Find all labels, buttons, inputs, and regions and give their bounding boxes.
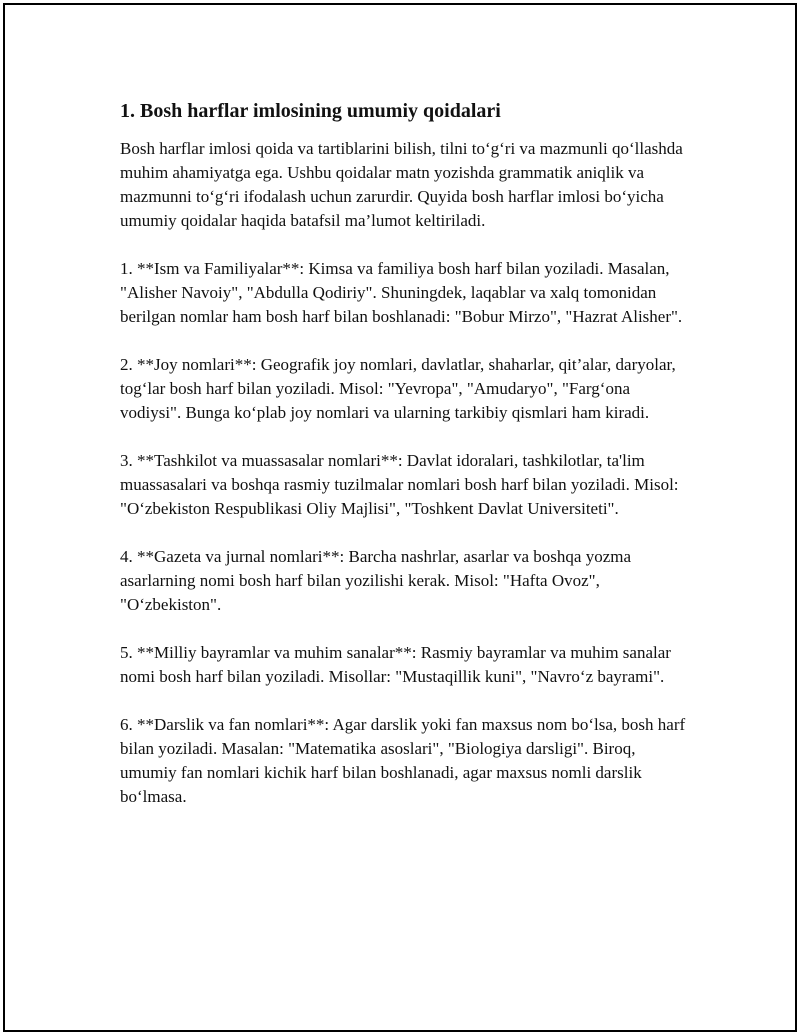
rule-paragraph-textbooks: 6. **Darslik va fan nomlari**: Agar darslik yoki fan maxsus nom bo‘lsa, bosh harf bilan yoziladi. Masalan: "Matematika asoslari", "Biologiya darsligi". Biroq, umumiy fan nomlari kichik harf bilan boshlanadi, agar maxsus nomli darslik bo‘lmasa. xyxy=(120,715,686,806)
rule-paragraph-names: 1. **Ism va Familiyalar**: Kimsa va familiya bosh harf bilan yoziladi. Masalan, "Alisher Navoiy", "Abdulla Qodiriy". Shuningdek, laqablar va xalq tomonidan berilgan nomlar ham bosh harf bilan boshlanadi: "Bobur Mirzo", "Hazrat Alisher". xyxy=(120,259,683,326)
intro-paragraph: Bosh harflar imlosi qoida va tartiblarini bilish, tilni to‘g‘ri va mazmunli qo‘llashda muhim ahamiyatga ega. Ushbu qoidalar matn yozishda grammatik aniqlik va mazmunni to‘g‘ri ifodalash uchun zarurdir. Quyida bosh harflar imlosi bo‘yicha umumiy qoidalar haqida batafsil ma’lumot keltiriladi. xyxy=(120,139,683,230)
rule-paragraph-publications: 4. **Gazeta va jurnal nomlari**: Barcha nashrlar, asarlar va boshqa yozma asarlarning nomi bosh harf bilan yozilishi kerak. Misol: "Hafta Ovoz", "O‘zbekiston". xyxy=(120,547,632,614)
rule-paragraph-organizations: 3. **Tashkilot va muassasalar nomlari**: Davlat idoralari, tashkilotlar, ta'lim muassasalari va boshqa rasmiy tuzilmalar nomlari bosh harf bilan yoziladi. Misol: "O‘zbekiston Respublikasi Oliy Majlisi", "Toshkent Davlat Universiteti". xyxy=(120,451,679,518)
rule-paragraph-places: 2. **Joy nomlari**: Geografik joy nomlari, davlatlar, shaharlar, qit’alar, daryolar, tog‘lar bosh harf bilan yoziladi. Misol: "Yevropa", "Amudaryo", "Farg‘ona vodiysi". Bunga ko‘plab joy nomlari va ularning tarkibiy qismlari ham kiradi. xyxy=(120,355,676,422)
section-heading: 1. Bosh harflar imlosining umumiy qoidalari xyxy=(120,100,501,122)
rule-paragraph-holidays: 5. **Milliy bayramlar va muhim sanalar**: Rasmiy bayramlar va muhim sanalar nomi bosh harf bilan yoziladi. Misollar: "Mustaqillik kuni", "Navro‘z bayrami". xyxy=(120,643,671,686)
document-page xyxy=(3,3,797,1032)
document-content xyxy=(120,97,690,833)
